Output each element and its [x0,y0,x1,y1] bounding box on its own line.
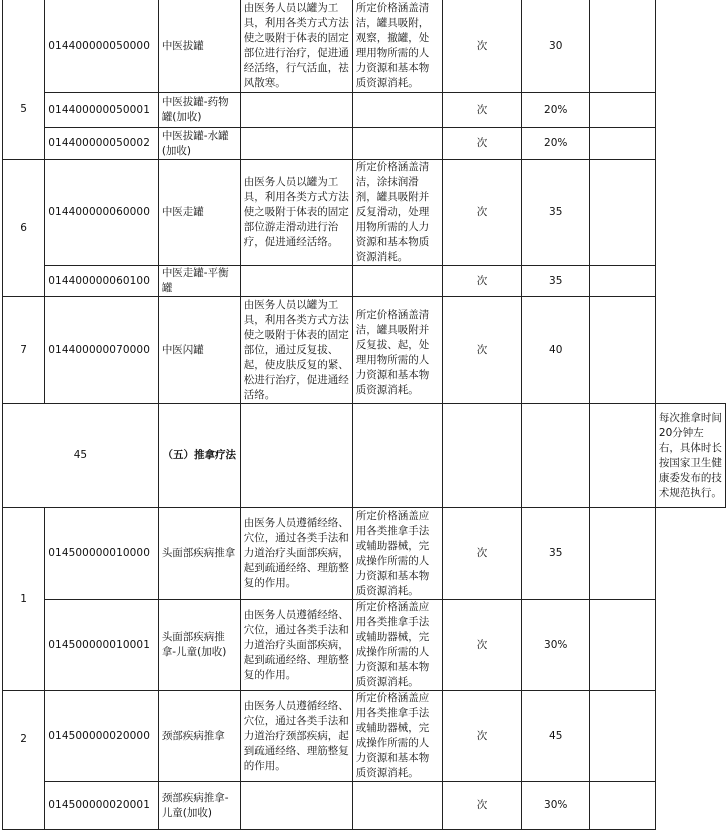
table-row [3,404,726,508]
empty-cell [352,782,442,830]
item-code: 014500000010001 [45,600,159,691]
empty-cell [352,266,442,297]
item-number: 1 [3,508,45,691]
item-content: 由医务人员以罐为工具，利用各类方式方法使之吸附于体表的固定部位游走滑动进行治疗，促进通经活络。 [240,160,352,266]
item-name: 颈部疾病推拿-儿童(加收) [158,782,240,830]
item-code: 014400000070000 [45,297,159,404]
item-price: 40 [522,297,590,404]
item-price-scope: 所定价格涵盖清洁，罐具吸附并反复拔、起，处理用物所需的人力资源和基本物质资源消耗。 [352,297,442,404]
item-price: 45 [522,691,590,782]
empty-cell [590,600,655,691]
item-name: 中医拔罐 [158,0,240,93]
category-note: 每次推拿时间20分钟左右，具体时长按国家卫生健康委发布的技术规范执行。 [655,404,725,508]
empty-cell [590,404,655,508]
category-number: 45 [3,404,159,508]
table-row [3,600,726,691]
item-content: 由医务人员遵循经络、穴位，通过各类手法和力道治疗头面部疾病，起到疏通经络、理筋整复的作用。 [240,600,352,691]
item-unit: 次 [442,297,521,404]
empty-cell [590,508,655,600]
empty-cell [590,297,655,404]
item-number: 7 [3,297,45,404]
table-row [3,128,726,160]
empty-cell [590,160,655,266]
empty-cell [240,266,352,297]
item-price: 35 [522,160,590,266]
item-content: 由医务人员遵循经络、穴位，通过各类手法和力道治疗头面部疾病，起到疏通经络、理筋整复的作用。 [240,508,352,600]
table-row [3,266,726,297]
item-content: 由医务人员遵循经络、穴位，通过各类手法和力道治疗颈部疾病，起到疏通经络、理筋整复的作用。 [240,691,352,782]
item-name: 头面部疾病推拿 [158,508,240,600]
item-number: 6 [3,160,45,297]
empty-cell [240,404,352,508]
item-code: 014500000020000 [45,691,159,782]
item-name: 中医走罐-平衡罐 [158,266,240,297]
table-row [3,93,726,128]
table-row [3,508,726,600]
empty-cell [590,266,655,297]
item-name: 中医走罐 [158,160,240,266]
item-name: 中医拔罐-水罐(加收) [158,128,240,160]
item-number: 2 [3,691,45,830]
item-code: 014500000020001 [45,782,159,830]
item-code: 014500000010000 [45,508,159,600]
item-code: 014400000050000 [45,0,159,93]
item-unit: 次 [442,160,521,266]
item-code: 014400000050002 [45,128,159,160]
item-code: 014400000060100 [45,266,159,297]
table-row [3,691,726,782]
item-price: 35 [522,266,590,297]
category-name: （五）推拿疗法 [158,404,240,508]
empty-cell [590,691,655,782]
table-row [3,297,726,404]
item-unit: 次 [442,266,521,297]
item-price-scope: 所定价格涵盖应用各类推拿手法或辅助器械，完成操作所需的人力资源和基本物质资源消耗。 [352,508,442,600]
empty-cell [240,93,352,128]
item-price: 20% [522,128,590,160]
item-code: 014400000050001 [45,93,159,128]
item-price: 30% [522,600,590,691]
item-price: 20% [522,93,590,128]
table-row [3,160,726,266]
item-unit: 次 [442,600,521,691]
empty-cell [590,93,655,128]
item-content: 由医务人员以罐为工具，利用各类方式方法使之吸附于体表的固定部位，通过反复拔、起，使皮肤反复的紧、松进行治疗，促进通经活络。 [240,297,352,404]
item-name: 中医闪罐 [158,297,240,404]
empty-cell [240,128,352,160]
item-name: 头面部疾病推拿-儿童(加收) [158,600,240,691]
item-price: 30% [522,782,590,830]
table-row [3,0,726,93]
item-price-scope: 所定价格涵盖应用各类推拿手法或辅助器械，完成操作所需的人力资源和基本物质资源消耗。 [352,691,442,782]
item-price-scope: 所定价格涵盖清洁，罐具吸附，观察，撤罐，处理用物所需的人力资源和基本物质资源消耗。 [352,0,442,93]
empty-cell [590,0,655,93]
empty-cell [590,782,655,830]
item-price-scope: 所定价格涵盖清洁，涂抹润滑剂，罐具吸附并反复滑动，处理用物所需的人力资源和基本物质资源消耗。 [352,160,442,266]
item-unit: 次 [442,93,521,128]
empty-cell [240,782,352,830]
item-content: 由医务人员以罐为工具，利用各类方式方法使之吸附于体表的固定部位进行治疗，促进通经活络，行气活血，祛风散寒。 [240,0,352,93]
item-unit: 次 [442,0,521,93]
empty-cell [352,93,442,128]
item-unit: 次 [442,691,521,782]
item-unit: 次 [442,782,521,830]
empty-cell [522,404,590,508]
item-unit: 次 [442,508,521,600]
item-price: 30 [522,0,590,93]
item-number: 5 [3,0,45,160]
item-name: 中医拔罐-药物罐(加收) [158,93,240,128]
empty-cell [442,404,521,508]
table-row [3,782,726,830]
item-price: 35 [522,508,590,600]
item-unit: 次 [442,128,521,160]
empty-cell [352,404,442,508]
empty-cell [590,128,655,160]
item-code: 014400000060000 [45,160,159,266]
empty-cell [352,128,442,160]
item-name: 颈部疾病推拿 [158,691,240,782]
fee-schedule-table [2,0,726,830]
item-price-scope: 所定价格涵盖应用各类推拿手法或辅助器械，完成操作所需的人力资源和基本物质资源消耗。 [352,600,442,691]
